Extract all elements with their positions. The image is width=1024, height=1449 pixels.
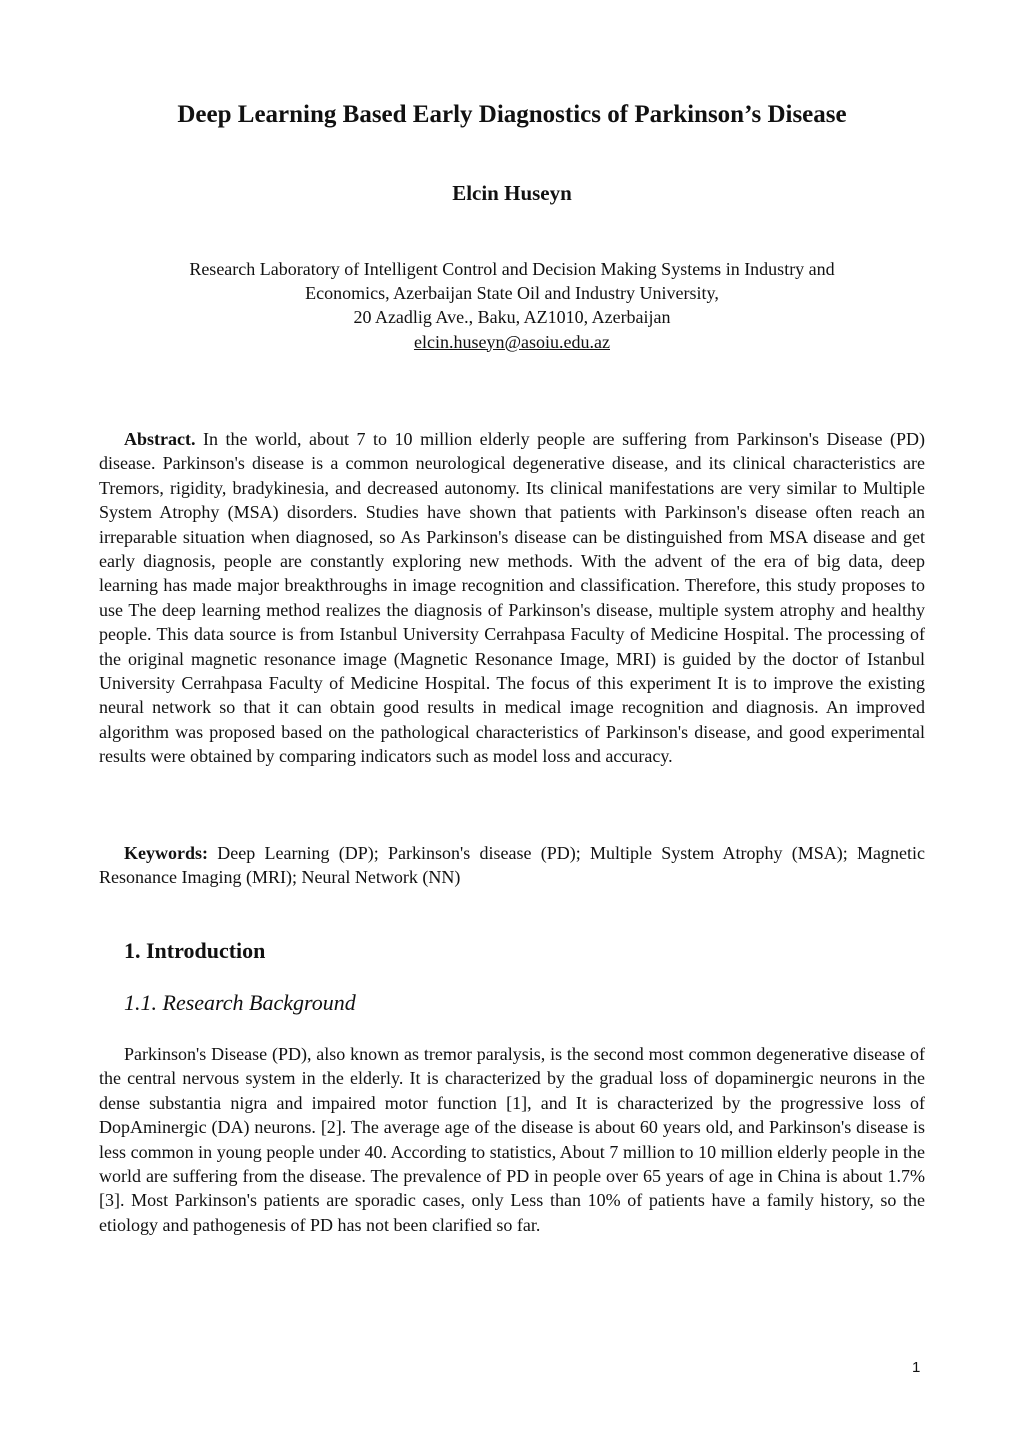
affiliation-line-2: Economics, Azerbaijan State Oil and Industry University,	[305, 283, 719, 304]
affiliation-line-1: Research Laboratory of Intelligent Control and Decision Making Systems in Industry and	[189, 259, 835, 279]
page-number: 1	[912, 1359, 921, 1376]
affiliation-block	[120, 257, 904, 354]
subsection-heading-research-background: 1.1. Research Background	[124, 990, 356, 1015]
affiliation-line-3: 20 Azadlig Ave., Baku, AZ1010, Azerbaijan	[353, 307, 671, 328]
paper-title: Deep Learning Based Early Diagnostics of Parkinson’s Disease	[177, 101, 847, 128]
abstract-label: Abstract.	[124, 429, 196, 449]
keywords	[99, 841, 925, 890]
keywords-label: Keywords:	[124, 843, 208, 863]
section-heading-introduction: 1. Introduction	[124, 938, 266, 963]
introduction-paragraph: Parkinson's Disease (PD), also known as tremor paralysis, is the second most common degenerative disease of the central nervous system in the elderly. It is characterized by the gradual loss of dopaminergic neurons in the dense substantia nigra and impaired motor function [1], and It is characterized by the progressive loss of DopAminergic (DA) neurons. [2]. The average age of the disease is about 60 years old, and Parkinson's disease is less common in young people under 40. According to statistics, About 7 million to 10 million elderly people in the world are suffering from the disease. The prevalence of PD in people over 65 years of age in China is about 1.7% [3]. Most Parkinson's patients are sporadic cases, only Less than 10% of patients have a family history, so the etiology and pathogenesis of PD has not been clarified so far.	[99, 1044, 925, 1235]
keywords-text: Deep Learning (DP); Parkinson's disease (PD); Multiple System Atrophy (MSA); Magnetic Resonance Imaging (MRI); Neural Network (NN)	[99, 843, 926, 888]
author-email[interactable]: elcin.huseyn@asoiu.edu.az	[413, 331, 610, 352]
abstract-text: In the world, about 7 to 10 million elderly people are suffering from Parkinson's Disease (PD) disease. Parkinson's disease is a common neurological degenerative disease, and its clinical characteristics are Tremors, rigidity, bradykinesia, and decreased autonomy. Its clinical manifestations are very similar to Multiple System Atrophy (MSA) disorders. Studies have shown that patients with Parkinson's disease often reach an irreparable situation when diagnosed, so As Parkinson's disease can be distinguished from MSA disease and get early diagnosis, people are constantly exploring new methods. With the advent of the era of big data, deep learning has made major breakthroughs in image recognition and classification. Therefore, this study proposes to use The deep learning method realizes the diagnosis of Parkinson's disease, multiple system atrophy and healthy people. This data source is from Istanbul University Cerrahpasa Faculty of Medicine Hospital. The processing of the original magnetic resonance image (Magnetic Resonance Image, MRI) is guided by the doctor of Istanbul University Cerrahpasa Faculty of Medicine Hospital. The focus of this experiment It is to improve the existing neural network so that it can obtain good results in medical image recognition and diagnosis. An improved algorithm was proposed based on the pathological characteristics of Parkinson's disease, and good experimental results were obtained by comparing indicators such as model loss and accuracy.	[99, 429, 925, 767]
abstract	[99, 427, 925, 769]
author-name: Elcin Huseyn	[452, 181, 572, 205]
